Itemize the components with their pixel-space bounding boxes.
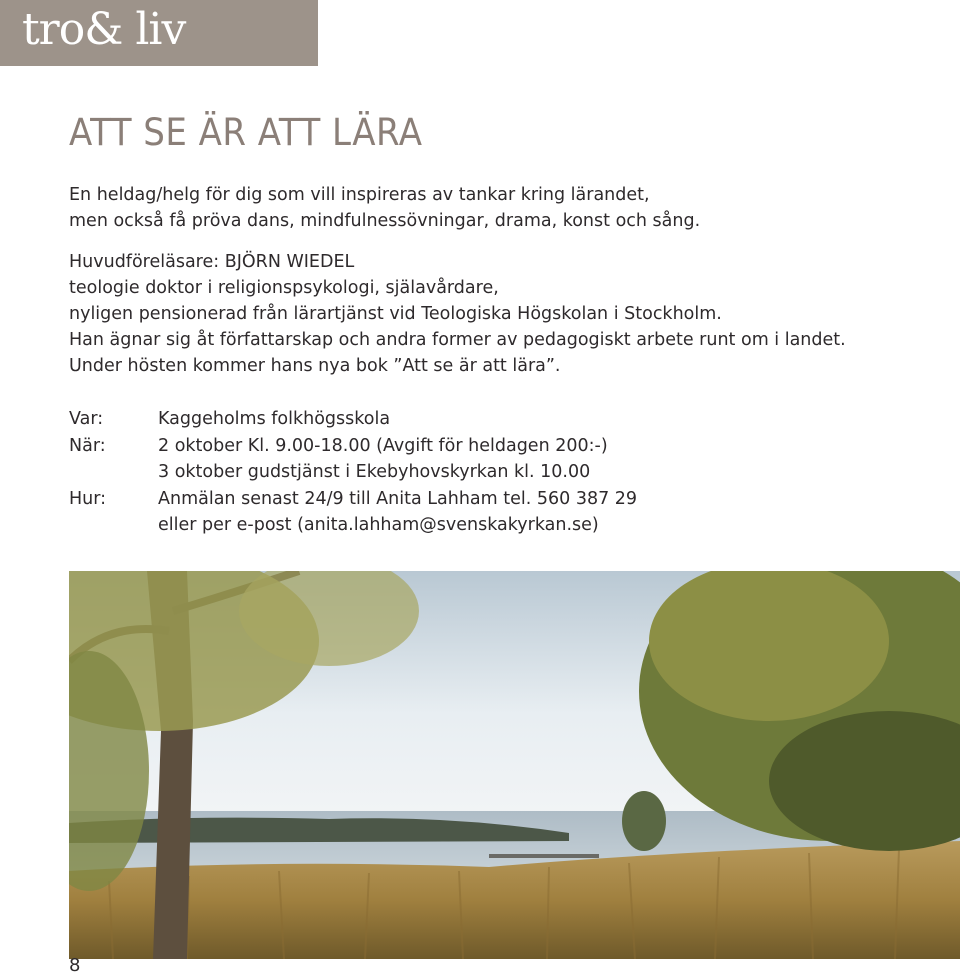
speaker-line: nyligen pensionerad från lärartjänst vid Teologiska Högskolan i Stockholm. — [69, 304, 722, 324]
event-details — [69, 406, 637, 539]
detail-value: Anmälan senast 24/9 till Anita Lahham tel. 560 387 29 — [158, 488, 638, 509]
detail-row-when-cont — [69, 459, 637, 486]
masthead-title: tro& liv — [22, 4, 186, 55]
detail-value: 2 oktober Kl. 9.00-18.00 (Avgift för heldagen 200:-) — [158, 435, 608, 456]
detail-row-where — [69, 406, 637, 433]
detail-label: Var: — [69, 409, 104, 429]
lake-landscape-photo — [69, 571, 960, 959]
intro-paragraph — [69, 182, 700, 234]
detail-value: Kaggeholms folkhögsskola — [158, 409, 391, 429]
speaker-line: Han ägnar sig åt författarskap och andra former av pedagogiskt arbete runt om i landet. — [69, 330, 846, 350]
speaker-line: teologie doktor i religionspsykologi, själavårdare, — [69, 278, 499, 298]
detail-row-how — [69, 486, 637, 513]
detail-label — [69, 512, 158, 539]
jetty — [489, 854, 599, 858]
speaker-line: Under hösten kommer hans nya bok ”Att se är att lära”. — [69, 356, 561, 376]
detail-label: Hur: — [69, 488, 107, 509]
detail-label — [69, 459, 158, 486]
detail-row-when — [69, 433, 637, 460]
intro-line: En heldag/helg för dig som vill inspireras av tankar kring lärandet, — [69, 185, 650, 205]
detail-value: eller per e-post (anita.lahham@svenskakyrkan.se) — [158, 515, 599, 535]
detail-row-how-cont — [69, 512, 637, 539]
intro-line: men också få pröva dans, mindfulnessövningar, drama, konst och sång. — [69, 211, 701, 231]
masthead — [0, 0, 318, 66]
article-title: ATT SE ÄR ATT LÄRA — [69, 111, 423, 154]
detail-value: 3 oktober gudstjänst i Ekebyhovskyrkan kl. 10.00 — [158, 462, 591, 482]
speaker-line: Huvudföreläsare: BJÖRN WIEDEL — [69, 252, 355, 272]
detail-label: När: — [69, 435, 106, 456]
page-number: 8 — [69, 955, 81, 976]
speaker-paragraph — [69, 249, 846, 379]
distant-tree — [622, 791, 666, 851]
